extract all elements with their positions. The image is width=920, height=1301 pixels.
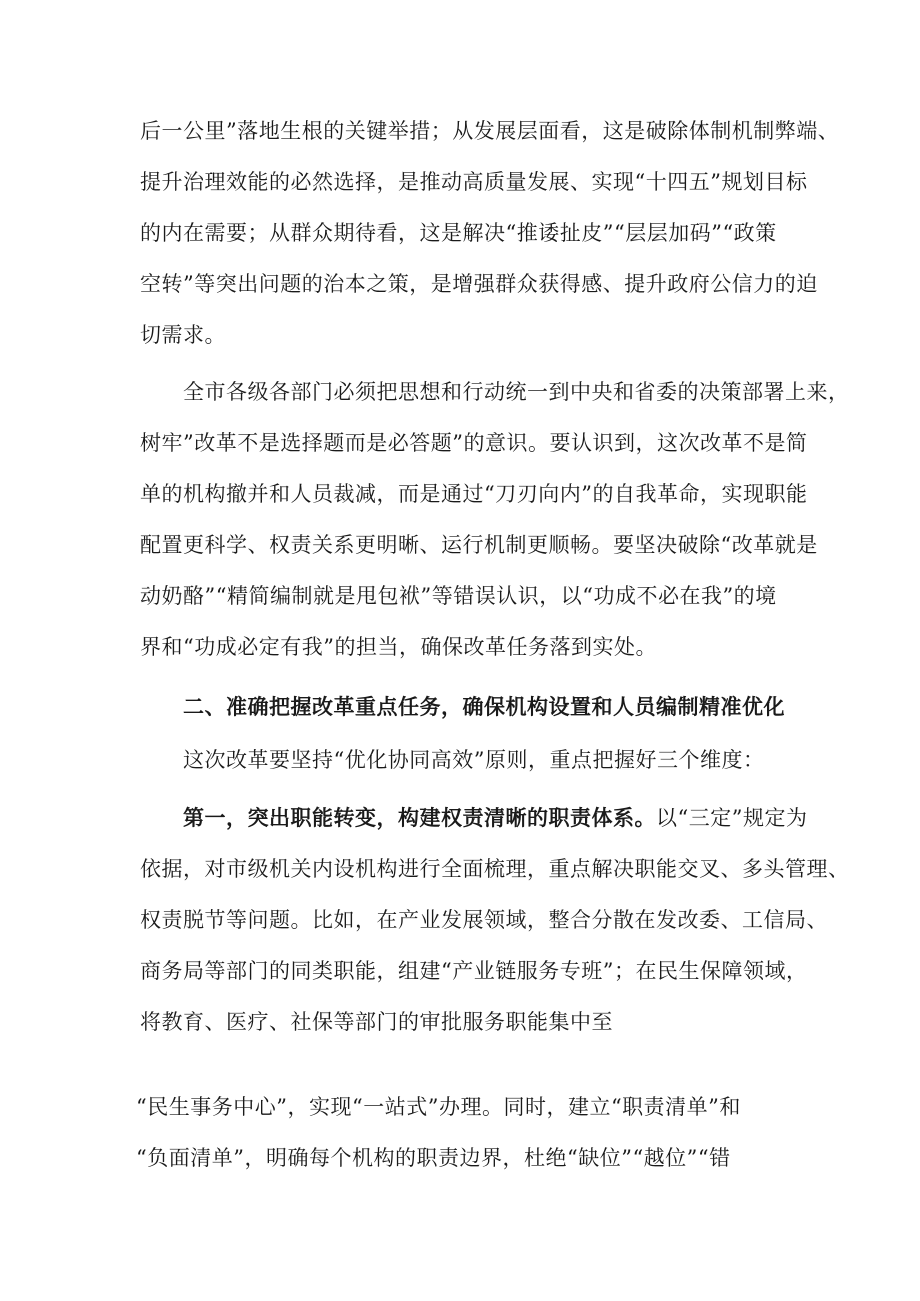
paragraph-4-line-4: 商务局等部门的同类职能，组建“产业链服务专班”；在民生保障领域， — [140, 959, 808, 983]
paragraph-3-line-1: 这次改革要坚持“优化协同高效”原则，重点把握好三个维度： — [183, 748, 765, 772]
paragraph-2-line-1: 全市各级各部门必须把思想和行动统一到中央和省委的决策部署上来， — [183, 380, 850, 404]
paragraph-1-line-4: 空转”等突出问题的治本之策，是增强群众获得感、提升政府公信力的迫 — [140, 272, 818, 296]
paragraph-4-line-5: 将教育、医疗、社保等部门的审批服务职能集中至 — [140, 1010, 613, 1034]
paragraph-1-line-5: 切需求。 — [140, 323, 226, 347]
paragraph-4-line-1-rest: 以“三定”规定为 — [656, 806, 808, 830]
paragraph-5-line-1: “民生事务中心”，实现“一站式”办理。同时，建立“职责清单”和 — [136, 1095, 741, 1119]
paragraph-1-line-1: 后一公里”落地生根的关键举措；从发展层面看，这是破除体制机制弊端、 — [140, 119, 840, 143]
section-heading-2: 二、准确把握改革重点任务，确保机构设置和人员编制精准优化 — [183, 694, 785, 719]
paragraph-4-lead-bold: 第一，突出职能转变，构建权责清晰的职责体系。 — [183, 805, 656, 830]
paragraph-2-line-6: 界和“功成必定有我”的担当，确保改革任务落到实处。 — [140, 635, 657, 659]
paragraph-2-line-4: 配置更科学、权责关系更明晰、运行机制更顺畅。要坚决破除“改革就是 — [140, 533, 818, 557]
paragraph-4-line-2: 依据，对市级机关内设机构进行全面梳理，重点解决职能交叉、多头管理、 — [140, 857, 850, 881]
paragraph-2-line-5: 动奶酪”“精简编制就是甩包袱”等错误认识，以“功成不必在我”的境 — [140, 584, 777, 608]
paragraph-1-line-2: 提升治理效能的必然选择，是推动高质量发展、实现“十四五”规划目标 — [140, 170, 808, 194]
paragraph-5-line-2: “负面清单”，明确每个机构的职责边界，杜绝“缺位”“越位”“错 — [136, 1146, 731, 1170]
paragraph-4-line-3: 权责脱节等问题。比如，在产业发展领域，整合分散在发改委、工信局、 — [140, 908, 828, 932]
paragraph-2-line-2: 树牢”改革不是选择题而是必答题”的意识。要认识到，这次改革不是简 — [140, 431, 808, 455]
paragraph-4-line-1 — [183, 804, 807, 832]
paragraph-2-line-3: 单的机构撤并和人员裁减，而是通过“刀刃向内”的自我革命，实现职能 — [140, 482, 808, 506]
paragraph-1-line-3: 的内在需要；从群众期待看，这是解决“推诿扯皮”“层层加码”“政策 — [140, 221, 777, 245]
